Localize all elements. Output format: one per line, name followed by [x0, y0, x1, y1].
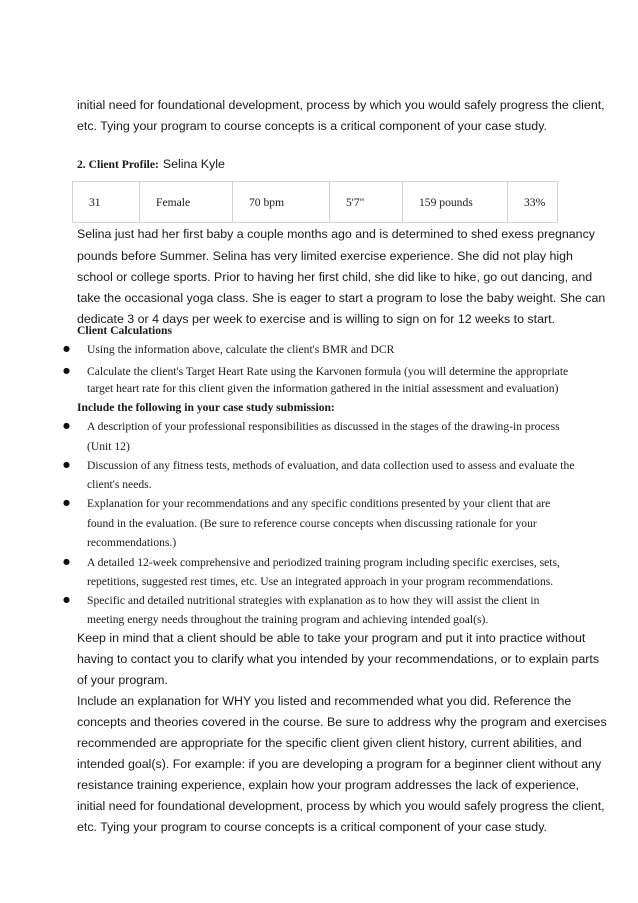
- closing-line-4: Include an explanation for WHY you listed and recommended what you did. Reference the: [77, 694, 572, 708]
- include-item-1-line-1: A description of your professional responsibilities as discussed in the stages of the drawing-in process: [87, 420, 560, 433]
- intro-line-1: initial need for foundational development, process by which you would safely progress the client,: [77, 98, 605, 112]
- body-fat-cell: 33%: [508, 182, 558, 223]
- closing-line-9: initial need for foundational development, process by which you would safely progress the client,: [77, 799, 605, 813]
- include-item-2-line-1: Discussion of any fitness tests, methods of evaluation, and data collection used to assess and evaluate the: [87, 459, 575, 472]
- table-row: [73, 182, 558, 223]
- closing-line-10: etc. Tying your program to course concepts is a critical component of your case study.: [77, 820, 547, 834]
- include-item-3-line-3: recommendations.): [87, 536, 177, 549]
- closing-line-6: recommended are appropriate for the specific client given client history, current abilities, and: [77, 736, 582, 750]
- include-item-4-line-1: A detailed 12-week comprehensive and periodized training program including specific exercises, sets,: [87, 556, 560, 569]
- gender-cell: Female: [140, 182, 233, 223]
- include-item-4-line-2: repetitions, suggested rest times, etc. Use an integrated approach in your program recommendations.: [87, 575, 554, 588]
- story-line-3: school or college sports. Prior to having her first child, she did like to hike, go out dancing, and: [77, 270, 593, 284]
- include-item-3-line-1: Explanation for your recommendations and any specific conditions presented by your client that are: [87, 497, 551, 510]
- client-profile-heading: [77, 155, 225, 173]
- bullet-icon: ●: [63, 460, 70, 469]
- closing-line-8: resistance training experience, explain how your program addresses the lack of experience,: [77, 778, 580, 792]
- intro-line-2: etc. Tying your program to course concepts is a critical component of your case study.: [77, 119, 547, 133]
- include-heading: Include the following in your case study submission:: [77, 401, 335, 414]
- calc-item-2-line-1: Calculate the client's Target Heart Rate using the Karvonen formula (you will determine the appropriate: [87, 365, 569, 378]
- age-cell: 31: [73, 182, 140, 223]
- client-profile-table: [72, 181, 558, 223]
- include-item-5-line-2: meeting energy needs throughout the training program and achieving intended goal(s).: [87, 613, 489, 626]
- client-name: Selina Kyle: [162, 157, 225, 171]
- story-line-2: pounds before Summer. Selina has very limited exercise experience. She did not play high: [77, 249, 573, 263]
- client-profile-label: 2. Client Profile:: [77, 158, 159, 171]
- closing-line-2: having to contact you to clarify what you intended by your recommendations, or to explain parts: [77, 652, 600, 666]
- bullet-icon: ●: [63, 366, 70, 375]
- client-calculations-heading: Client Calculations: [77, 324, 173, 337]
- bullet-icon: ●: [63, 595, 70, 604]
- bullet-icon: ●: [63, 344, 70, 353]
- height-cell: 5'7": [330, 182, 403, 223]
- bullet-icon: ●: [63, 557, 70, 566]
- resting-heart-rate-cell: 70 bpm: [233, 182, 330, 223]
- story-line-4: take the occasional yoga class. She is eager to start a program to lose the baby weight. She can: [77, 291, 606, 305]
- closing-line-3: of your program.: [77, 673, 168, 687]
- bullet-icon: ●: [63, 421, 70, 430]
- include-item-1-line-2: (Unit 12): [87, 440, 130, 453]
- closing-line-7: intended goal(s). For example: if you are developing a program for a beginner client without any: [77, 757, 602, 771]
- include-item-3-line-2: found in the evaluation. (Be sure to reference course concepts when discussing rationale for your: [87, 517, 537, 530]
- include-item-5-line-1: Specific and detailed nutritional strategies with explanation as to how they will assist the client in: [87, 594, 540, 607]
- calc-item-1-line-1: Using the information above, calculate the client's BMR and DCR: [87, 343, 395, 356]
- weight-cell: 159 pounds: [403, 182, 508, 223]
- closing-line-5: concepts and theories covered in the course. Be sure to address why the program and exercises: [77, 715, 607, 729]
- closing-line-1: Keep in mind that a client should be able to take your program and put it into practice without: [77, 631, 586, 645]
- calc-item-2-line-2: target heart rate for this client given the information gathered in the initial assessment and evaluation): [87, 382, 559, 395]
- story-line-1: Selina just had her first baby a couple months ago and is determined to shed exess pregnancy: [77, 227, 595, 241]
- include-item-2-line-2: client's needs.: [87, 478, 152, 491]
- bullet-icon: ●: [63, 498, 70, 507]
- story-line-5: dedicate 3 or 4 days per week to exercise and is willing to sign on for 12 weeks to start.: [77, 312, 555, 326]
